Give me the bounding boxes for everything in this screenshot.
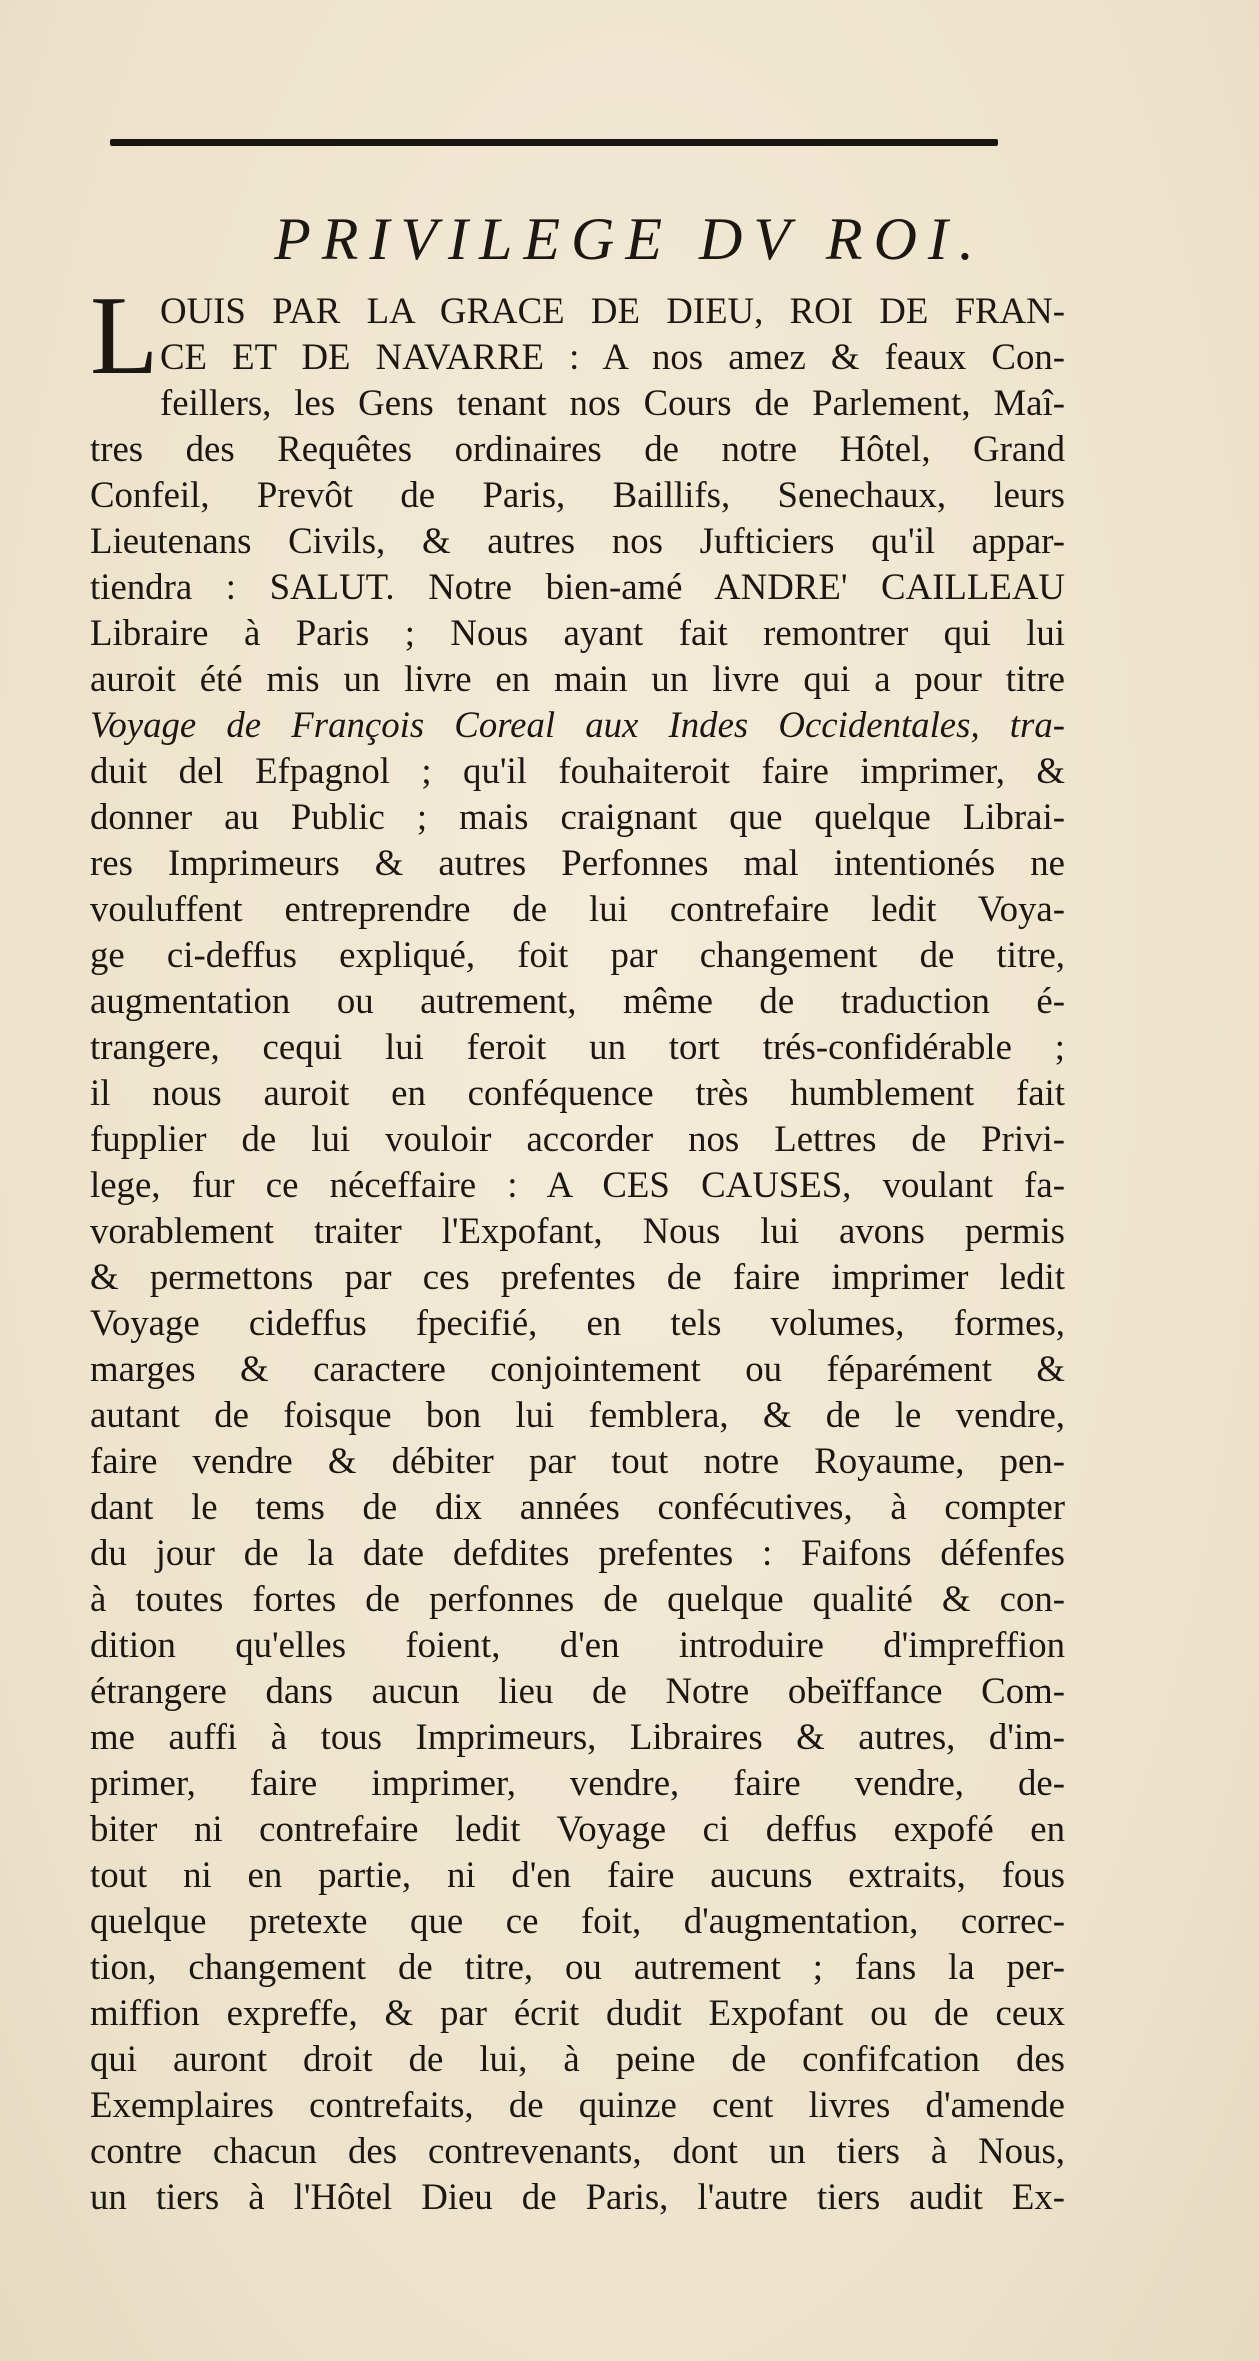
text-line: Confeil, Prevôt de Paris, Baillifs, Senechaux, leurs	[90, 474, 1065, 515]
text-line: vouluffent entreprendre de lui contrefaire ledit Voya-	[90, 888, 1065, 929]
text-line: tiendra : SALUT. Notre bien-amé ANDRE' CAILLEAU	[90, 566, 1065, 607]
text-line: du jour de la date defdites prefentes : Faifons défenfes	[90, 1532, 1065, 1573]
text-line: marges & caractere conjointement ou féparément &	[90, 1348, 1065, 1389]
text-line: auroit été mis un livre en main un livre qui a pour titre	[90, 658, 1065, 699]
page-title: PRIVILEGE DV ROI.	[274, 206, 985, 272]
text-line: étrangere dans aucun lieu de Notre obeïffance Com-	[90, 1670, 1065, 1711]
text-line: vorablement traiter l'Expofant, Nous lui avons permis	[90, 1210, 1065, 1251]
text-line: miffion expreffe, & par écrit dudit Expofant ou de ceux	[90, 1992, 1065, 2033]
header-rule	[110, 139, 998, 146]
text-line: & permettons par ces prefentes de faire imprimer ledit	[90, 1256, 1065, 1297]
text-line: lege, fur ce néceffaire : A CES CAUSES, voulant fa-	[90, 1164, 1065, 1205]
text-line: dition qu'elles foient, d'en introduire d'impreffion	[90, 1624, 1065, 1665]
text-line: contre chacun des contrevenants, dont un tiers à Nous,	[90, 2130, 1065, 2171]
text-line: donner au Public ; mais craignant que quelque Librai-	[90, 796, 1065, 837]
text-line: dant le tems de dix années confécutives, à compter	[90, 1486, 1065, 1527]
text-line: tion, changement de titre, ou autrement ; fans la per-	[90, 1946, 1065, 1987]
text-line: trangere, cequi lui feroit un tort trés-confidérable ;	[90, 1026, 1065, 1067]
text-line: tout ni en partie, ni d'en faire aucuns extraits, fous	[90, 1854, 1065, 1895]
text-line: Libraire à Paris ; Nous ayant fait remontrer qui lui	[90, 612, 1065, 653]
text-line: CE ET DE NAVARRE : A nos amez & feaux Con-	[160, 336, 1065, 377]
text-line: ge ci-deffus expliqué, foit par changement de titre,	[90, 934, 1065, 975]
text-line: qui auront droit de lui, à peine de confifcation des	[90, 2038, 1065, 2079]
text-line: OUIS PAR LA GRACE DE DIEU, ROI DE FRAN-	[160, 290, 1065, 331]
text-line: me auffi à tous Imprimeurs, Libraires & autres, d'im-	[90, 1716, 1065, 1757]
text-line: Voyage de François Coreal aux Indes Occidentales, tra-	[90, 704, 1065, 745]
text-line: augmentation ou autrement, même de traduction é-	[90, 980, 1065, 1021]
text-line: res Imprimeurs & autres Perfonnes mal intentionés ne	[90, 842, 1065, 883]
text-line: duit del Efpagnol ; qu'il fouhaiteroit faire imprimer, &	[90, 750, 1065, 791]
text-line: faire vendre & débiter par tout notre Royaume, pen-	[90, 1440, 1065, 1481]
text-line: un tiers à l'Hôtel Dieu de Paris, l'autre tiers audit Ex-	[90, 2176, 1065, 2217]
text-line: Lieutenans Civils, & autres nos Jufticiers qu'il appar-	[90, 520, 1065, 561]
text-line: autant de foisque bon lui femblera, & de le vendre,	[90, 1394, 1065, 1435]
text-line: Voyage cideffus fpecifié, en tels volumes, formes,	[90, 1302, 1065, 1343]
privilege-text	[90, 274, 1065, 2220]
text-line: quelque pretexte que ce foit, d'augmentation, correc-	[90, 1900, 1065, 1941]
text-line: biter ni contrefaire ledit Voyage ci deffus expofé en	[90, 1808, 1065, 1849]
text-line: tres des Requêtes ordinaires de notre Hôtel, Grand	[90, 428, 1065, 469]
text-line: primer, faire imprimer, vendre, faire vendre, de-	[90, 1762, 1065, 1803]
text-line: fupplier de lui vouloir accorder nos Lettres de Privi-	[90, 1118, 1065, 1159]
text-line: Exemplaires contrefaits, de quinze cent livres d'amende	[90, 2084, 1065, 2125]
text-line: à toutes fortes de perfonnes de quelque qualité & con-	[90, 1578, 1065, 1619]
text-line: feillers, les Gens tenant nos Cours de Parlement, Maî-	[160, 382, 1065, 423]
drop-cap: L	[90, 274, 159, 398]
text-line: il nous auroit en conféquence très humblement fait	[90, 1072, 1065, 1113]
